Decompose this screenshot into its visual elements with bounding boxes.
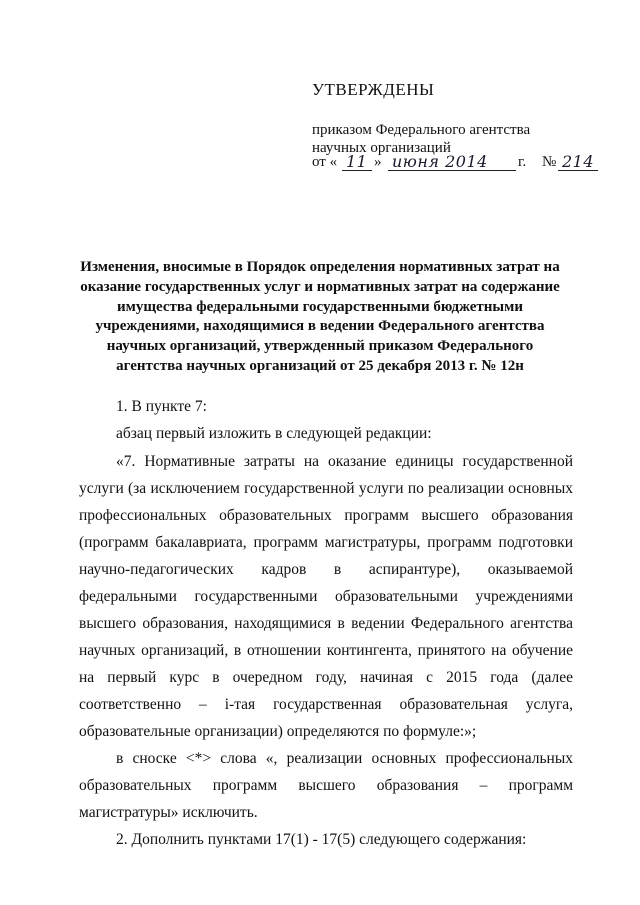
- title-line: учреждениями, находящимися в ведении Федерального агентства: [95, 318, 545, 335]
- paragraph-line: соответственно – i-тая государственная образовательная услуга,: [79, 696, 573, 713]
- paragraph-line: научных организаций, в отношении контингента, принятого на обучение: [79, 642, 573, 659]
- paragraph-line: «7. Нормативные затраты на оказание единицы государственной: [116, 453, 573, 470]
- title-line: оказание государственных услуг и нормативных затрат на содержание: [80, 278, 560, 295]
- title-line: имущества федеральными государственными бюджетными: [117, 298, 523, 315]
- paragraph-line: образовательные организации) определяются по формуле:»;: [79, 723, 477, 740]
- paragraph-line: (программ бакалавриата, программ магистратуры, программ подготовки: [79, 534, 573, 551]
- item-2-heading: 2. Дополнить пунктами 17(1) - 17(5) следующего содержания:: [116, 831, 527, 848]
- number-prefix: №: [542, 154, 557, 170]
- paragraph-line: абзац первый изложить в следующей редакции:: [116, 425, 432, 442]
- footnote-line: в сноске <*> слова «, реализации основных профессиональных: [116, 750, 573, 767]
- handwritten-day: 11: [346, 152, 368, 171]
- approval-heading: УТВЕРЖДЕНЫ: [312, 80, 435, 99]
- title-line: Изменения, вносимые в Порядок определения нормативных затрат на: [80, 259, 560, 275]
- approval-line-1: приказом Федерального агентства: [312, 122, 531, 138]
- date-prefix: от «: [312, 154, 338, 170]
- title-line: научных организаций, утвержденный приказом Федерального: [106, 338, 534, 355]
- approval-date-line: [312, 151, 612, 173]
- document-title: [70, 258, 570, 377]
- paragraph-line: федеральными государственными образовательными учреждениями: [79, 588, 573, 605]
- paragraph-line: профессиональных образовательных программ высшего образования: [79, 507, 573, 524]
- item-1-heading: 1. В пункте 7:: [116, 398, 207, 415]
- approval-line-2: научных организаций: [312, 140, 451, 156]
- handwritten-month-year: июня 2014: [392, 152, 488, 171]
- paragraph-line: услуги (за исключением государственной услуги по реализации основных: [79, 480, 573, 497]
- date-mid: »: [374, 154, 382, 170]
- footnote-line: магистратуры» исключить.: [79, 804, 258, 821]
- paragraph-line: на первый курс в очередном году, начиная с 2015 года (далее: [79, 669, 573, 686]
- footnote-line: образовательных программ высшего образования – программ: [79, 777, 573, 794]
- paragraph-line: высшего образования, находящимися в ведении Федерального агентства: [79, 615, 573, 632]
- year-suffix: г.: [518, 154, 527, 170]
- handwritten-number: 214: [562, 152, 595, 171]
- paragraph-line: научно-педагогических кадров в аспирантуре), оказываемой: [79, 561, 573, 578]
- title-line: агентства научных организаций от 25 декабря 2013 г. № 12н: [116, 357, 524, 374]
